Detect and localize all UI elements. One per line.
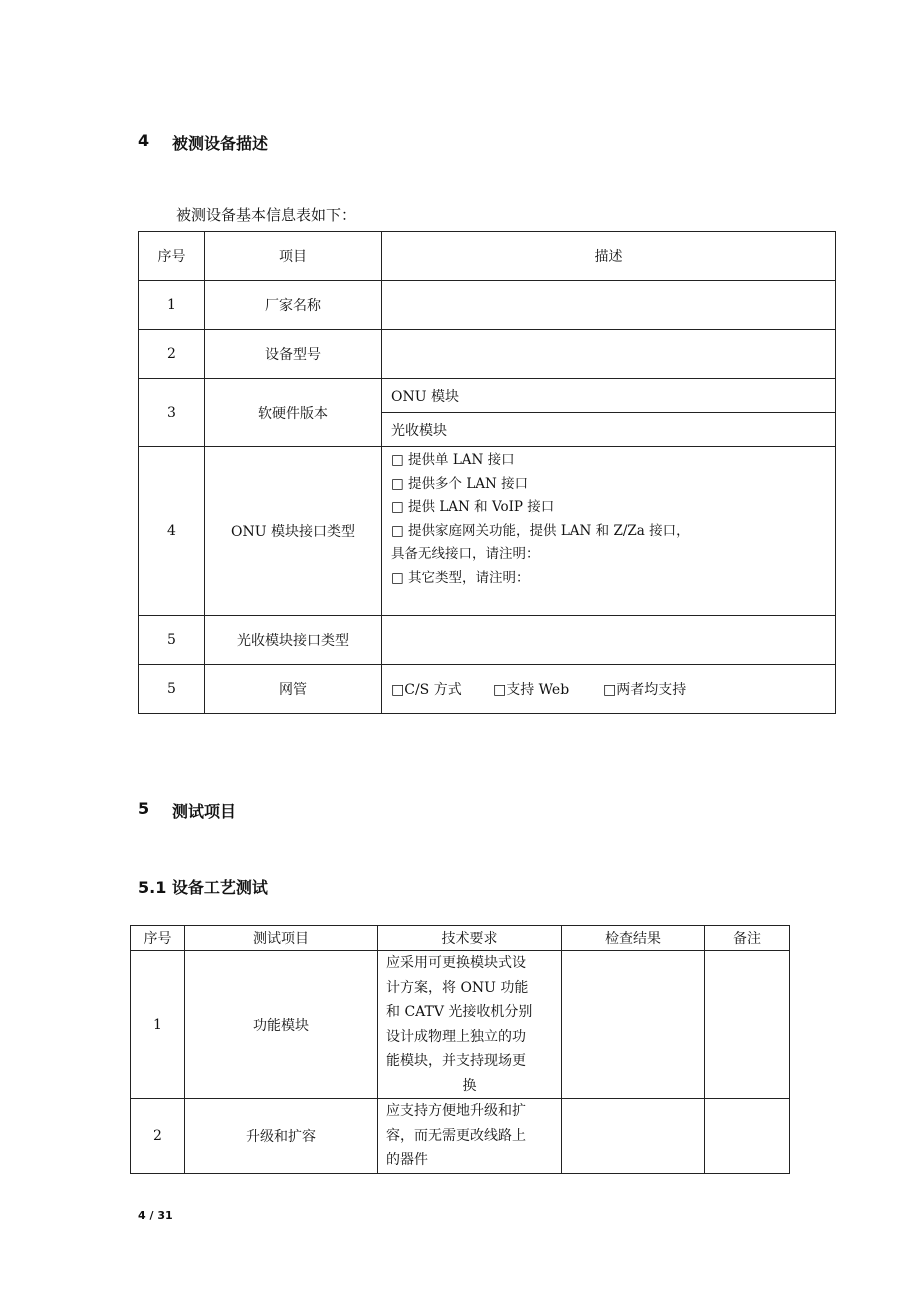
table-header-row [131,926,790,951]
section-title: 被测设备描述 [172,134,269,153]
nm-options [382,665,836,714]
header-req: 技术要求 [378,926,562,951]
table-row [139,665,836,714]
checkbox-option[interactable]: □ 提供家庭网关功能，提供 LAN 和 Z/Za 接口， [391,522,690,539]
table-row [131,951,790,1099]
row-desc[interactable] [382,281,836,330]
table-intro: 被测设备基本信息表如下： [176,206,357,224]
row-item: 功能模块 [185,951,378,1099]
req-line: 和 CATV 光接收机分别 [386,1004,533,1020]
checkbox-cs[interactable]: □C/S 方式 [391,682,462,698]
checkbox-both[interactable]: □两者均支持 [603,682,687,698]
header-item: 测试项目 [185,926,378,951]
row-no: 2 [131,1099,185,1174]
row-no: 3 [139,379,205,447]
row-result[interactable] [562,1099,705,1174]
row-item: 升级和扩容 [185,1099,378,1174]
table-row [139,447,836,616]
header-result: 检查结果 [562,926,705,951]
checkbox-option[interactable]: □ 提供单 LAN 接口 [391,452,515,468]
version-onu: ONU 模块 [382,379,836,413]
req-line: 应采用可更换模块式设 [386,955,526,971]
header-note: 备注 [705,926,790,951]
row-desc[interactable] [382,330,836,379]
table-row [139,281,836,330]
row-no: 5 [139,616,205,665]
req-line: 应支持方便地升级和扩 [386,1103,526,1119]
interface-options [382,447,836,616]
device-info-table [138,231,836,714]
row-req [378,951,562,1099]
row-item: 软硬件版本 [205,379,382,447]
row-item: ONU 模块接口类型 [205,447,382,616]
row-no: 1 [139,281,205,330]
section-5-1-heading: 5.1 设备工艺测试 [138,878,268,897]
section-5-heading [138,799,236,822]
req-line: 计方案，将 ONU 功能 [386,979,529,996]
row-no: 2 [139,330,205,379]
checkbox-option[interactable]: □ 其它类型，请注明： [391,569,530,586]
version-optical: 光收模块 [382,413,836,447]
row-no: 4 [139,447,205,616]
header-item: 项目 [205,232,382,281]
option-continuation: 具备无线接口，请注明： [391,546,540,562]
row-no: 1 [131,951,185,1099]
page-number: 4 / 31 [138,1209,173,1222]
table-row [131,1099,790,1174]
req-line: 换 [462,1077,477,1094]
row-item: 光收模块接口类型 [205,616,382,665]
row-note[interactable] [705,951,790,1099]
craft-test-table [130,925,790,1174]
row-item: 网管 [205,665,382,714]
section-number: 5 [138,799,150,818]
header-desc: 描述 [382,232,836,281]
row-no: 5 [139,665,205,714]
table-row [139,330,836,379]
table-row [139,379,836,413]
row-req [378,1099,562,1174]
header-no: 序号 [139,232,205,281]
section-4-heading [138,131,268,154]
row-desc[interactable] [382,616,836,665]
section-title: 测试项目 [172,802,237,821]
req-line: 的器件 [386,1152,428,1168]
checkbox-option[interactable]: □ 提供 LAN 和 VoIP 接口 [391,499,555,515]
checkbox-option[interactable]: □ 提供多个 LAN 接口 [391,475,529,492]
row-result[interactable] [562,951,705,1099]
row-item: 设备型号 [205,330,382,379]
row-note[interactable] [705,1099,790,1174]
req-line: 设计成物理上独立的功 [386,1028,526,1045]
section-number: 4 [138,131,150,150]
checkbox-web[interactable]: □支持 Web [493,682,570,698]
row-item: 厂家名称 [205,281,382,330]
req-line: 能模块，并支持现场更 [386,1053,526,1069]
header-no: 序号 [131,926,185,951]
req-line: 容，而无需更改线路上 [386,1127,526,1144]
table-header-row [139,232,836,281]
table-row [139,616,836,665]
